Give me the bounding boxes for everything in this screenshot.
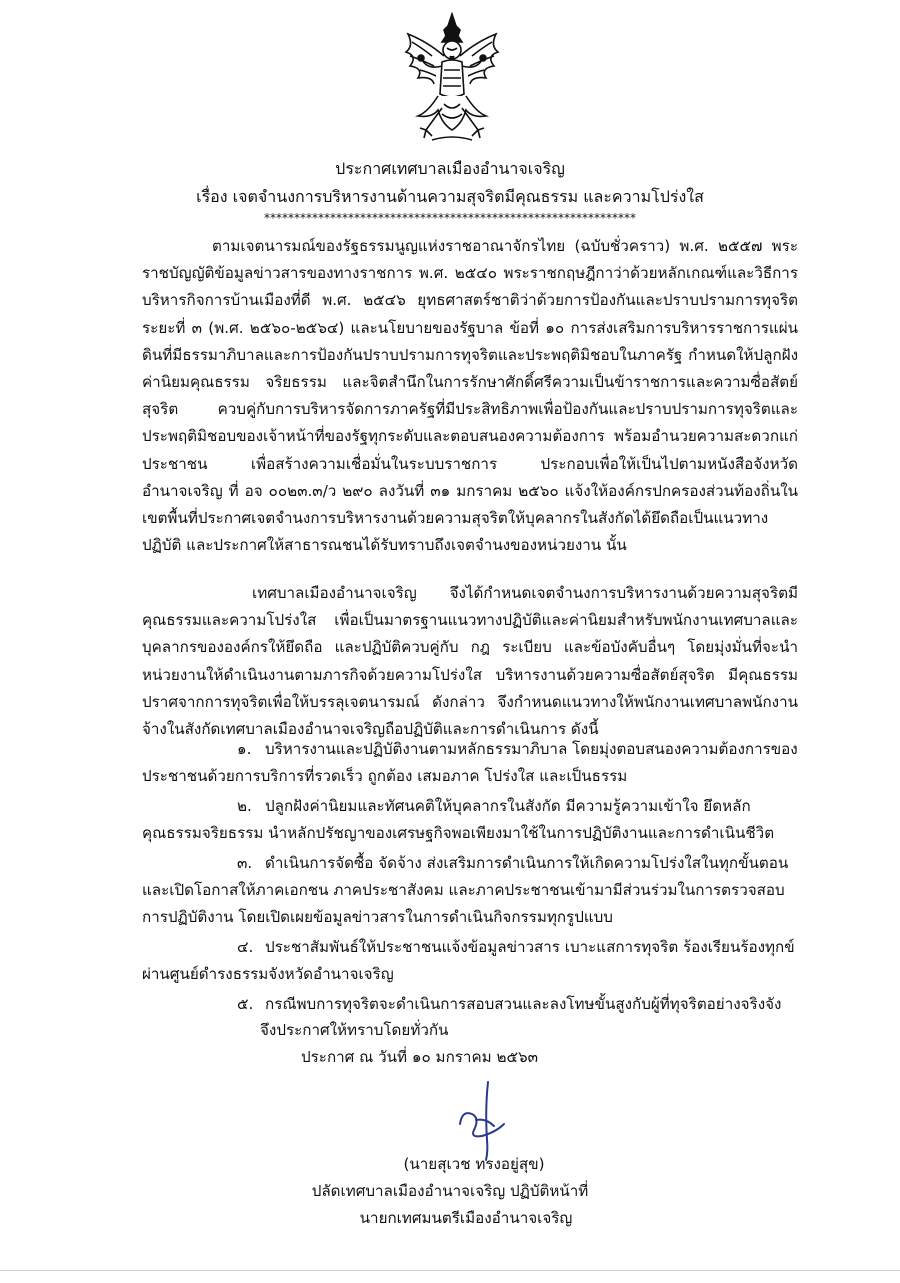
subject-title: เรื่อง เจตจำนงการบริหารงานด้านความสุจริตมีคุณธรรม และความโปร่งใส [196,187,704,206]
list-item-number: ๑. [237,740,252,758]
list-item [142,991,798,1018]
issuer-title: ประกาศเทศบาลเมืองอำนาจเจริญ [335,159,565,178]
signer-position: ปลัดเทศบาลเมืองอำนาจเจริญ ปฏิบัติหน้าที่ [311,1182,589,1200]
signer-acting-for: นายกเทศมนตรีเมืองอำนาจเจริญ [359,1209,573,1227]
list-item-text: ประชาสัมพันธ์ให้ประชาชนแจ้งข้อมูลข่าวสาร เบาะแสการทุจริต ร้องเรียนร้องทุกข์ผ่านศูนย์ดำรงธรรมจังหวัดอำนาจเจริญ [142,938,795,984]
list-item-text: ปลูกฝังค่านิยมและทัศนคติให้บุคลากรในสังกัด มีความรู้ความเข้าใจ ยึดหลักคุณธรรมจริยธรรม นำหลักปรัชญาของเศรษฐกิจพอเพียงมาใช้ในการปฏิบัติงานและการดำเนินชีวิต [142,797,775,843]
list-item [142,850,798,932]
paragraph-1: ตามเจตนารมณ์ของรัฐธรรมนูญแห่งราชอาณาจักรไทย (ฉบับชั่วคราว) พ.ศ. ๒๕๕๗ พระราชบัญญัติข้อมูลข่าวสารของทางราชการ พ.ศ. ๒๕๔๐ พระราชกฤษฎีกาว่าด้วยหลักเกณฑ์และวิธีการบริหารกิจการบ้านเมืองที่ดี พ.ศ. ๒๕๔๖ ยุทธศาสตร์ชาติว่าด้วยการป้องกันและปราบปรามการทุจริตระยะที่ ๓ (พ.ศ. ๒๕๖๐-๒๕๖๔) และนโยบายของรัฐบาล ข้อที่ ๑๐ การส่งเสริมการบริหารราชการแผ่นดินที่มีธรรมาภิบาลและการป้องกันปราบปรามการทุจริตและประพฤติมิชอบในภาครัฐ กำหนดให้ปลูกฝังค่านิยมคุณธรรม จริยธรรม และจิตสำนึกในการรักษาศักดิ์ศรีความเป็นข้าราชการและความซื่อสัตย์สุจริต ควบคู่กับการบริหารจัดการภาครัฐที่มีประสิทธิภาพเพื่อป้องกันและปราบปรามการทุจริตและประพฤติมิชอบของเจ้าหน้าที่ของรัฐทุกระดับและตอบสนองความต้องการ พร้อมอำนวยความสะดวกแก่ประชาชน เพื่อสร้างความเชื่อมั่นในระบบราชการ ประกอบเพื่อให้เป็นไปตามหนังสือจังหวัดอำนาจเจริญ ที่ อจ ๐๐๒๓.๓/ว ๒๙๐ ลงวันที่ ๓๑ มกราคม ๒๕๖๐ แจ้งให้องค์กรปกครองส่วนท้องถิ่นในเขตพื้นที่ประกาศเจตจำนงการบริหารงานด้วยความสุจริตให้บุคลากรในสังกัดได้ยึดถือเป็นแนวทางปฏิบัติ และประกาศให้สาธารณชนได้รับทราบถึงเจตจำนงของหน่วยงาน นั้น [142,237,798,555]
list-item-number: ๕. [237,995,254,1013]
list-item-text: กรณีพบการทุจริตจะดำเนินการสอบสวนและลงโทษขั้นสูงกับผู้ที่ทุจริตอย่างจริงจัง [265,995,782,1013]
paragraph-2: เทศบาลเมืองอำนาจเจริญ จึงได้กำหนดเจตจำนงการบริหารงานด้วยความสุจริตมีคุณธรรมและความโปร่งใส เพื่อเป็นมาตรฐานแนวทางปฏิบัติและค่านิยมสำหรับพนักงานเทศบาลและบุคลากรขององค์กรให้ยึดถือ และปฏิบัติควบคู่กับ กฎ ระเบียบ และข้อบังคับอื่นๆ โดยมุ่งมั่นที่จะนำหน่วยงานให้ดำเนินงานตามภารกิจด้วยความโปร่งใส บริหารงานด้วยความซื่อสัตย์สุจริต มีคุณธรรม ปราศจากการทุจริตเพื่อให้บรรลุเจตนารมณ์ ดังกล่าว จึงกำหนดแนวทางให้พนักงานเทศบาลพนักงานจ้างในสังกัดเทศบาลเมืองอำนาจเจริญถือปฏิบัติและการดำเนินการ ดังนี้ [142,584,798,739]
list-item-text: บริหารงานและปฏิบัติงานตามหลักธรรมาภิบาล โดยมุ่งตอบสนองความต้องการของประชาชนด้วยการบริการที่รวดเร็ว ถูกต้อง เสมอภาค โปร่งใส และเป็นธรรม [142,740,798,786]
separator: ************************************************************** [264,211,636,225]
list-item-text: ดำเนินการจัดซื้อ จัดจ้าง ส่งเสริมการดำเนินการให้เกิดความโปร่งใสในทุกขั้นตอนและเปิดโอกาสให้ภาคเอกชน ภาคประชาสังคม และภาคประชาชนเข้ามามีส่วนร่วมในการตรวจสอบการปฏิบัติงาน โดยเปิดเผยข้อมูลข่าวสารในการดำเนินกิจกรรมทุกรูปแบบ [142,854,789,927]
list-item-number: ๓. [237,854,253,872]
signer-name: (นายสุเวช ทรงอยู่สุข) [403,1155,545,1173]
list-item-number: ๒. [237,797,252,815]
list-item [142,934,798,988]
signature-icon [452,1080,522,1162]
list-item-number: ๔. [237,938,254,956]
page-bottom-rule [0,1270,900,1271]
list-item [142,736,798,790]
closing-announcement: จึงประกาศให้ทราบโดยทั่วกัน [260,1021,449,1039]
announcement-date: ประกาศ ณ วันที่ ๑๐ มกราคม ๒๕๖๓ [301,1048,538,1066]
list-item [142,793,798,847]
garuda-emblem-icon [398,12,506,145]
